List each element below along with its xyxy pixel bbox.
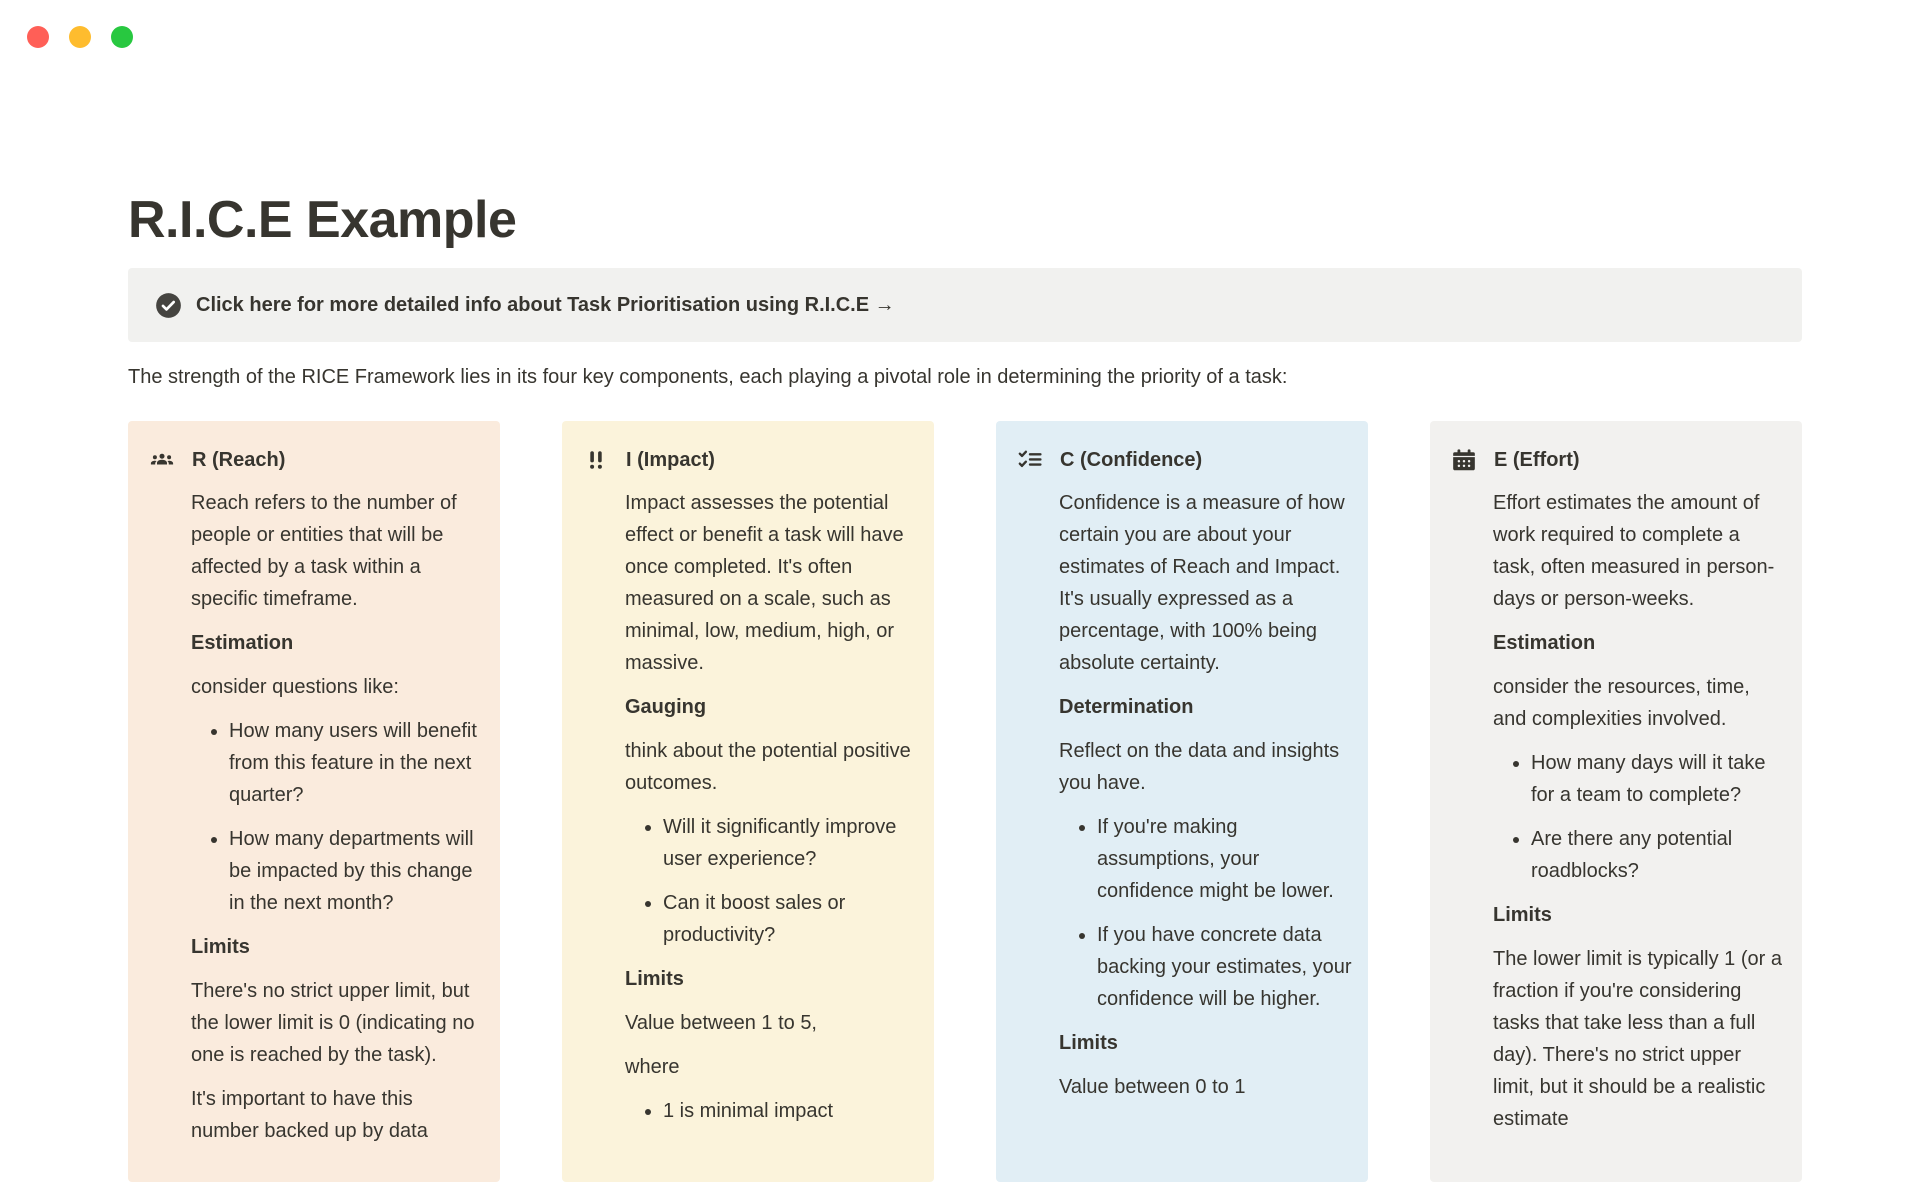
bullet-list: [191, 715, 484, 919]
paragraph: Reach refers to the number of people or entities that will be affected by a task within a specific timeframe.: [191, 492, 457, 610]
cards-row: [128, 421, 1802, 1182]
section-heading: Estimation: [1493, 632, 1596, 654]
bullet-list: [1493, 747, 1786, 887]
section-heading: Determination: [1059, 696, 1194, 718]
window-controls: [27, 26, 133, 48]
check-circle-icon: [155, 292, 182, 319]
paragraph: Confidence is a measure of how certain you are about your estimates of Reach and Impact. It's usually expressed as a percentage, with 100% being absolute certainty.: [1059, 492, 1345, 674]
paragraph: Effort estimates the amount of work required to complete a task, often measured in person-days or person-weeks.: [1493, 492, 1775, 610]
bullet-item: • How many departments will be impacted by this change in the next month?: [229, 823, 484, 919]
paragraph: think about the potential positive outcomes.: [625, 740, 911, 794]
bullet-item: • How many days will it take for a team to complete?: [1531, 747, 1786, 811]
bullet-list: [1059, 811, 1352, 1015]
card-impact: [562, 421, 934, 1182]
paragraph: There's no strict upper limit, but the lower limit is 0 (indicating no one is reached by the task).: [191, 980, 475, 1066]
card-title: E (Effort): [1494, 449, 1580, 471]
section-heading: Limits: [1059, 1032, 1118, 1054]
paragraph: The lower limit is typically 1 (or a fraction if you're considering tasks that take less than a full day). There's no strict upper limit, but it should be a realistic estimate: [1493, 948, 1782, 1130]
section-heading: Gauging: [625, 696, 707, 718]
paragraph: where: [625, 1056, 680, 1078]
paragraph: It's important to have this number backed up by data: [191, 1088, 428, 1142]
card-header: [1012, 447, 1352, 473]
card-title: R (Reach): [192, 449, 286, 471]
bullet-item: • Are there any potential roadblocks?: [1531, 823, 1786, 887]
calendar-icon: [1449, 447, 1479, 473]
page-title[interactable]: R.I.C.E Example: [128, 191, 517, 249]
bullet-item: • Will it significantly improve user experience?: [663, 811, 918, 875]
card-confidence: [996, 421, 1368, 1182]
bullet-item: • Can it boost sales or productivity?: [663, 887, 918, 951]
people-group-icon: [147, 447, 177, 473]
callout-link[interactable]: [128, 268, 1802, 342]
card-body: [1493, 487, 1786, 1135]
card-header: [1446, 447, 1786, 473]
paragraph: Value between 1 to 5,: [625, 1012, 817, 1034]
bullet-item: • If you're making assumptions, your confidence might be lower.: [1097, 811, 1352, 907]
card-title: I (Impact): [626, 449, 715, 471]
section-heading: Limits: [1493, 904, 1552, 926]
paragraph: consider the resources, time, and complexities involved.: [1493, 676, 1750, 730]
card-title: C (Confidence): [1060, 449, 1203, 471]
bullet-item: • How many users will benefit from this feature in the next quarter?: [229, 715, 484, 811]
minimize-window-button[interactable]: [69, 26, 91, 48]
page-content: [128, 0, 1802, 1182]
card-body: [191, 487, 484, 1147]
checklist-icon: [1015, 447, 1045, 473]
double-exclamation-icon: [581, 447, 611, 473]
paragraph: Impact assesses the potential effect or benefit a task will have once completed. It's often measured on a scale, such as minimal, low, medium, high, or massive.: [625, 492, 904, 674]
card-header: [144, 447, 484, 473]
paragraph: Reflect on the data and insights you have.: [1059, 740, 1340, 794]
section-heading: Limits: [191, 936, 250, 958]
card-body: [1059, 487, 1352, 1103]
section-heading: Estimation: [191, 632, 294, 654]
bullet-item: • If you have concrete data backing your estimates, your confidence will be higher.: [1097, 919, 1352, 1015]
close-window-button[interactable]: [27, 26, 49, 48]
bullet-item: • 1 is minimal impact: [663, 1095, 918, 1127]
bullet-list: [625, 811, 918, 951]
bullet-list: [625, 1095, 918, 1127]
card-effort: [1430, 421, 1802, 1182]
card-reach: [128, 421, 500, 1182]
section-heading: Limits: [625, 968, 684, 990]
paragraph: consider questions like:: [191, 676, 399, 698]
intro-paragraph: The strength of the RICE Framework lies in its four key components, each playing a pivotal role in determining the priority of a task:: [128, 366, 1288, 388]
callout-text: Click here for more detailed info about Task Prioritisation using R.I.C.E →: [196, 293, 895, 316]
card-body: [625, 487, 918, 1127]
paragraph: Value between 0 to 1: [1059, 1076, 1246, 1098]
card-header: [578, 447, 918, 473]
